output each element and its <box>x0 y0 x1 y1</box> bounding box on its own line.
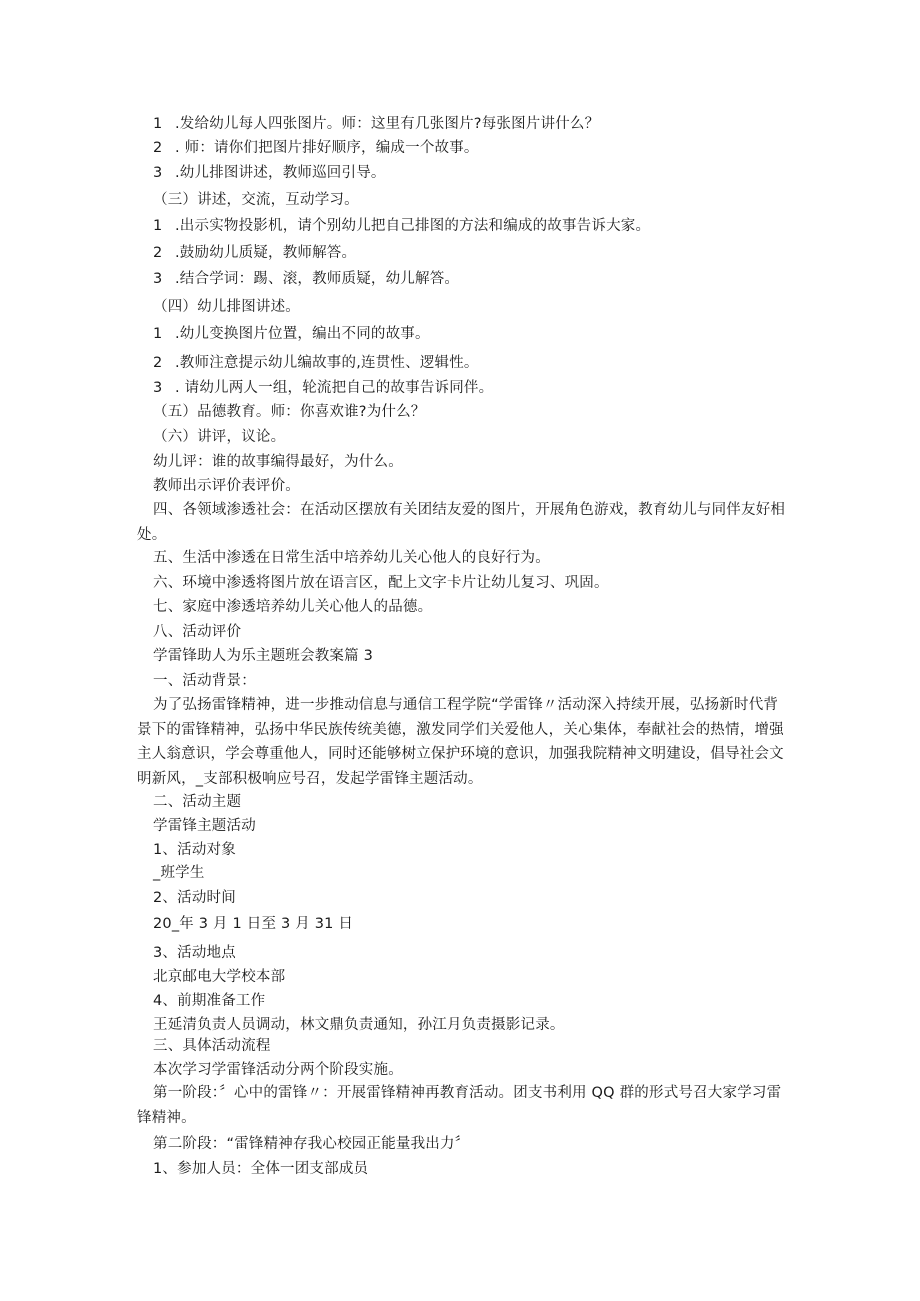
text-line <box>153 622 241 642</box>
text-content: 一、活动背景： <box>153 673 256 689</box>
item-number: 2 <box>153 245 163 261</box>
item-text: .出示实物投影机，请个别幼儿把自己排图的方法和编成的故事告诉大家。 <box>175 218 651 234</box>
text-line <box>153 452 403 472</box>
text-line <box>153 943 236 963</box>
item-number: 2 <box>153 140 163 156</box>
text-line <box>153 914 353 934</box>
list-item <box>153 269 459 289</box>
text-line <box>153 1159 368 1179</box>
section-heading <box>153 297 300 317</box>
section-heading <box>153 190 359 210</box>
text-content: 八、活动评价 <box>153 624 242 640</box>
text-content: 3、活动地点 <box>153 945 236 961</box>
paragraph-text: 四、各领域渗透社会：在活动区摆放有关团结友爱的图片，开展角色游戏，教育幼儿与同伴友好相处。 <box>137 502 786 543</box>
item-number: 1 <box>153 218 163 234</box>
section-heading-text: （三）讲述，交流，互动学习。 <box>153 192 359 208</box>
item-text: .发给幼儿每人四张图片。师：这里有几张图片?每张图片讲什么？ <box>175 116 600 132</box>
text-content: 幼儿评：谁的故事编得最好，为什么。 <box>153 454 403 470</box>
text-line <box>153 967 285 987</box>
text-content: 王延清负责人员调动，林文鼎负责通知，孙江月负责摄影记录。 <box>153 1017 565 1033</box>
text-line <box>153 573 609 593</box>
list-item <box>153 243 356 263</box>
item-number: 3 <box>153 271 163 287</box>
text-line <box>153 888 236 908</box>
item-number: 1 <box>153 326 163 342</box>
item-text: . 请幼儿两人一组，轮流把自己的故事告诉同伴。 <box>175 380 494 396</box>
text-content: 教师出示评价表评价。 <box>153 478 300 494</box>
item-text: .教师注意提示幼儿编故事的,连贯性、逻辑性。 <box>175 355 479 371</box>
text-line <box>153 840 236 860</box>
text-content: 七、家庭中渗透培养幼儿关心他人的品德。 <box>153 599 433 615</box>
title-text: 学雷锋助人为乐主题班会教案篇 3 <box>153 648 374 664</box>
item-number: 3 <box>153 380 163 396</box>
text-line <box>153 991 265 1011</box>
text-content: 学雷锋主题活动 <box>153 818 256 834</box>
text-content: 1、参加人员：全体一团支部成员 <box>153 1161 369 1177</box>
text-line <box>153 1015 565 1035</box>
text-line <box>153 1134 469 1154</box>
section-heading <box>153 402 426 422</box>
text-content: 北京邮电大学校本部 <box>153 969 286 985</box>
section-heading-text: （六）讲评，议论。 <box>153 429 286 445</box>
list-item <box>153 114 599 134</box>
list-item <box>153 324 430 344</box>
item-text: . 师：请你们把图片排好顺序，编成一个故事。 <box>175 140 479 156</box>
text-line <box>153 548 550 568</box>
text-line <box>153 1036 271 1056</box>
text-line <box>153 792 241 812</box>
item-text: .幼儿排图讲述，教师巡回引导。 <box>175 165 386 181</box>
text-content: 20_年 3 月 1 日至 3 月 31 日 <box>153 916 354 932</box>
text-content: 第二阶段：“雷锋精神存我心校园正能量我出力〞 <box>153 1136 470 1152</box>
text-line <box>153 597 432 617</box>
text-line <box>153 863 205 883</box>
paragraph-section-four <box>137 498 787 547</box>
paragraph-stage-one <box>137 1081 787 1130</box>
text-content: 五、生活中渗透在日常生活中培养幼儿关心他人的良好行为。 <box>153 550 550 566</box>
item-text: .幼儿变换图片位置，编出不同的故事。 <box>175 326 430 342</box>
text-line <box>153 816 256 836</box>
item-text: .鼓励幼儿质疑，教师解答。 <box>175 245 357 261</box>
list-item <box>153 378 493 398</box>
paragraph-text: 为了弘扬雷锋精神，进一步推动信息与通信工程学院“学雷锋〃活动深入持续开展，弘扬新时代背景下的雷锋精神，弘扬中华民族传统美德，激发同学们关爱他人，关心集体，奉献社会的热情，增强主人翁意识，学会尊重他人，同时还能够树立保护环境的意识，加强我院精神文明建设，倡导社会文明新风，_支部积极响应号召，发起学雷锋主题活动。 <box>137 697 784 787</box>
text-content: 本次学习学雷锋活动分两个阶段实施。 <box>153 1062 403 1078</box>
list-item <box>153 353 479 373</box>
list-item <box>153 216 650 236</box>
text-content: 1、活动对象 <box>153 842 236 858</box>
section-heading-text: （五）品德教育。师：你喜欢谁?为什么？ <box>153 404 426 420</box>
item-text: .结合学词：踢、滚，教师质疑，幼儿解答。 <box>175 271 460 287</box>
document-title <box>153 646 373 666</box>
text-content: _班学生 <box>153 865 205 881</box>
text-line <box>153 476 300 496</box>
text-content: 4、前期准备工作 <box>153 993 266 1009</box>
text-content: 二、活动主题 <box>153 794 242 810</box>
item-number: 3 <box>153 165 163 181</box>
item-number: 1 <box>153 116 163 132</box>
paragraph-background <box>137 693 787 791</box>
text-line <box>153 671 256 691</box>
item-number: 2 <box>153 355 163 371</box>
list-item <box>153 163 386 183</box>
list-item <box>153 138 479 158</box>
paragraph-text: 第一阶段：〞心中的雷锋〃：开展雷锋精神再教育活动。团支书利用 QQ 群的形式号召大家学习雷锋精神。 <box>137 1085 782 1126</box>
section-heading-text: （四）幼儿排图讲述。 <box>153 299 300 315</box>
text-line <box>153 1060 403 1080</box>
text-content: 六、环境中渗透将图片放在语言区，配上文字卡片让幼儿复习、巩固。 <box>153 575 609 591</box>
text-content: 2、活动时间 <box>153 890 236 906</box>
section-heading <box>153 427 285 447</box>
text-content: 三、具体活动流程 <box>153 1038 271 1054</box>
